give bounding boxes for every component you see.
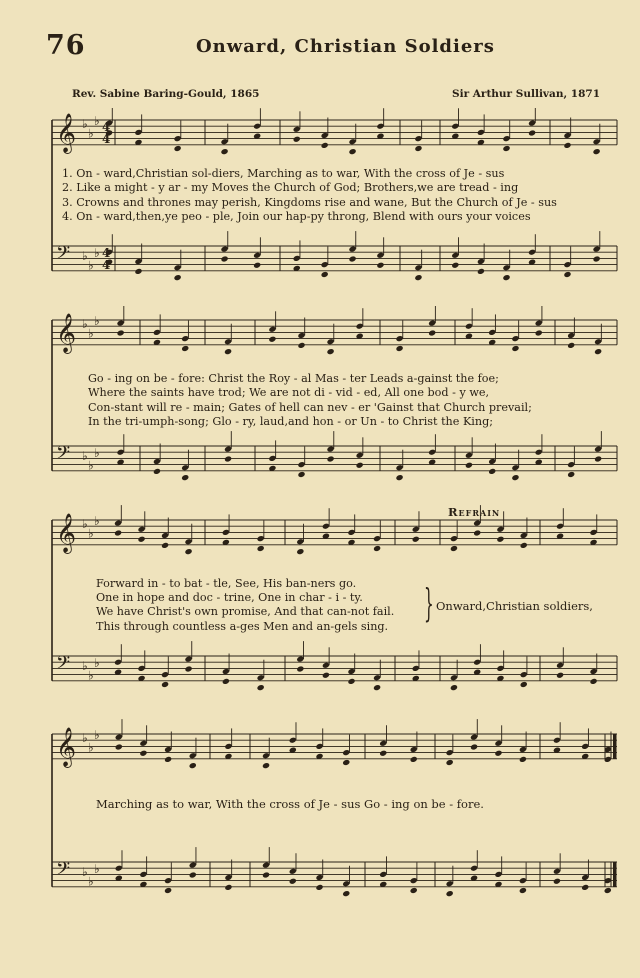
note-head bbox=[563, 142, 571, 149]
page-number: 76 bbox=[46, 30, 86, 61]
flat-icon: ♭ bbox=[94, 656, 100, 671]
note-head bbox=[520, 542, 528, 549]
note-head bbox=[262, 762, 270, 769]
flat-icon: ♭ bbox=[94, 246, 100, 261]
note-head bbox=[117, 330, 125, 337]
note-head bbox=[347, 678, 355, 685]
note-head bbox=[428, 330, 436, 337]
treble-clef-icon: 𝄞 bbox=[56, 727, 77, 767]
flat-icon: ♭ bbox=[94, 446, 100, 461]
note-head bbox=[412, 536, 420, 543]
note-head bbox=[349, 148, 357, 155]
note-head bbox=[511, 345, 519, 352]
bass-clef-icon: 𝄢 bbox=[56, 653, 71, 678]
treble-clef-icon: 𝄞 bbox=[56, 113, 77, 153]
note-head bbox=[189, 872, 197, 879]
note-head bbox=[396, 345, 404, 352]
refrain-text: Onward,Christian soldiers, bbox=[436, 599, 593, 613]
bass-staff bbox=[52, 231, 617, 281]
flat-icon: ♭ bbox=[82, 865, 88, 880]
note-head bbox=[553, 878, 561, 885]
note-head bbox=[181, 345, 189, 352]
refrain-label: Refrain bbox=[448, 505, 501, 519]
note-head bbox=[224, 456, 232, 463]
note-head bbox=[185, 548, 193, 555]
verse-4-line: In the tri-umph-song; Glo - ry, laud,and hon - or Un - to Christ the King; bbox=[88, 414, 494, 428]
treble-clef-icon: 𝄞 bbox=[56, 513, 77, 553]
note-head bbox=[414, 274, 422, 281]
system-3-lyrics bbox=[96, 577, 394, 634]
note-head bbox=[296, 666, 304, 673]
verse-2-line: One in hope and doc - trine, One in char - i - ty. bbox=[96, 591, 363, 605]
system-4-lyrics: Marching as to war, With the cross of Je - sus Go - ing on be - fore. bbox=[96, 797, 484, 811]
note-head bbox=[502, 274, 510, 281]
note-head bbox=[376, 262, 384, 269]
flat-icon: ♭ bbox=[88, 668, 94, 683]
note-head bbox=[410, 756, 418, 763]
note-head bbox=[164, 756, 172, 763]
note-head bbox=[289, 878, 297, 885]
note-head bbox=[414, 145, 422, 152]
bass-clef-icon: 𝄢 bbox=[56, 859, 71, 884]
note-head bbox=[373, 684, 381, 691]
note-head bbox=[253, 262, 261, 269]
note-head bbox=[268, 336, 276, 343]
time-signature: 4 bbox=[102, 132, 111, 146]
note-head bbox=[296, 548, 304, 555]
note-head bbox=[257, 545, 265, 552]
note-head bbox=[528, 130, 536, 137]
flat-icon: ♭ bbox=[94, 313, 100, 328]
note-head bbox=[257, 684, 265, 691]
verse-3-line: We have Christ's own promise, And that can-not fail. bbox=[96, 605, 395, 619]
note-head bbox=[174, 145, 182, 152]
bass-clef-icon: 𝄢 bbox=[56, 443, 71, 468]
note-head bbox=[396, 474, 404, 481]
note-head bbox=[511, 474, 519, 481]
note-head bbox=[594, 348, 602, 355]
note-head bbox=[450, 684, 458, 691]
note-head bbox=[321, 142, 329, 149]
verse-4-line: This through countless a-ges Men and an-gels sing. bbox=[96, 619, 389, 633]
hymn-title: Onward, Christian Soldiers bbox=[196, 36, 495, 57]
note-head bbox=[519, 756, 527, 763]
flat-icon: ♭ bbox=[94, 862, 100, 877]
note-head bbox=[502, 145, 510, 152]
note-head bbox=[322, 672, 330, 679]
bass-staff bbox=[52, 847, 617, 897]
note-head bbox=[321, 271, 329, 278]
note-head bbox=[222, 678, 230, 685]
note-head bbox=[181, 474, 189, 481]
flat-icon: ♭ bbox=[82, 249, 88, 264]
note-head bbox=[488, 468, 496, 475]
note-head bbox=[535, 330, 543, 337]
note-head bbox=[224, 348, 232, 355]
note-head bbox=[446, 890, 454, 897]
verse-brace: } bbox=[424, 581, 434, 625]
flat-icon: ♭ bbox=[88, 326, 94, 341]
treble-staff bbox=[52, 505, 617, 555]
note-head bbox=[114, 530, 122, 537]
note-head bbox=[221, 256, 229, 263]
note-head bbox=[115, 744, 123, 751]
note-head bbox=[327, 348, 335, 355]
author-credit: Rev. Sabine Baring-Gould, 1865 bbox=[72, 88, 260, 100]
treble-clef-icon: 𝄞 bbox=[56, 313, 77, 353]
time-signature: 4 bbox=[102, 120, 111, 134]
note-head bbox=[494, 750, 502, 757]
note-head bbox=[373, 545, 381, 552]
note-head bbox=[563, 271, 571, 278]
system-2-lyrics bbox=[88, 372, 638, 429]
flat-icon: ♭ bbox=[82, 517, 88, 531]
flat-icon: ♭ bbox=[88, 458, 94, 473]
flat-icon: ♭ bbox=[88, 526, 94, 541]
note-head bbox=[470, 744, 478, 751]
note-head bbox=[164, 887, 172, 894]
flat-icon: ♭ bbox=[82, 117, 88, 131]
note-head bbox=[342, 759, 350, 766]
note-head bbox=[520, 681, 528, 688]
system-1-lyrics bbox=[62, 167, 612, 224]
note-head bbox=[262, 872, 270, 879]
verse-4-line: 4. On - ward,then,ye peo - ple, Join our hap-py throng, Blend with ours your voices bbox=[62, 209, 531, 223]
note-head bbox=[153, 468, 161, 475]
flat-icon: ♭ bbox=[94, 513, 100, 528]
note-head bbox=[221, 148, 229, 155]
bass-staff bbox=[52, 641, 617, 691]
bass-clef-icon: 𝄢 bbox=[56, 243, 71, 268]
note-head bbox=[134, 268, 142, 275]
note-head bbox=[465, 462, 473, 469]
note-head bbox=[473, 530, 481, 537]
treble-staff bbox=[52, 108, 617, 155]
note-head bbox=[604, 887, 612, 894]
note-head bbox=[139, 750, 147, 757]
note-head bbox=[293, 136, 301, 143]
note-head bbox=[327, 456, 335, 463]
note-head bbox=[477, 268, 485, 275]
note-head bbox=[519, 887, 527, 894]
flat-icon: ♭ bbox=[82, 317, 88, 331]
note-head bbox=[138, 536, 146, 543]
flat-icon: ♭ bbox=[88, 126, 94, 141]
flat-icon: ♭ bbox=[82, 659, 88, 674]
composer-credit: Sir Arthur Sullivan, 1871 bbox=[452, 88, 600, 100]
note-head bbox=[496, 536, 504, 543]
flat-icon: ♭ bbox=[88, 258, 94, 273]
note-head bbox=[356, 462, 364, 469]
time-signature: 4 bbox=[102, 258, 111, 272]
note-head bbox=[379, 750, 387, 757]
verse-3-line: Con-stant will re - main; Gates of hell can nev - er 'Gainst that Church prevail; bbox=[88, 400, 532, 414]
note-head bbox=[581, 884, 589, 891]
note-head bbox=[590, 678, 598, 685]
note-head bbox=[315, 884, 323, 891]
note-head bbox=[593, 256, 601, 263]
verse-3-line: 3. Crowns and thrones may perish, Kingdoms rise and wane, But the Church of Je - sus bbox=[62, 195, 557, 209]
note-head bbox=[567, 342, 575, 349]
flat-icon: ♭ bbox=[88, 740, 94, 755]
note-head bbox=[349, 256, 357, 263]
note-head bbox=[567, 471, 575, 478]
verse-1-line: 1. On - ward,Christian sol-diers, Marching as to war, With the cross of Je - sus bbox=[62, 167, 505, 180]
note-head bbox=[342, 890, 350, 897]
note-head bbox=[593, 148, 601, 155]
note-head bbox=[174, 274, 182, 281]
note-head bbox=[451, 262, 459, 269]
note-head bbox=[185, 666, 193, 673]
note-head bbox=[297, 471, 305, 478]
flat-icon: ♭ bbox=[82, 449, 88, 464]
verse-2-line: 2. Like a might - y ar - my Moves the Church of God; Brothers,we are tread - ing bbox=[62, 181, 519, 195]
treble-staff bbox=[52, 306, 617, 355]
note-head bbox=[594, 456, 602, 463]
note-head bbox=[161, 542, 169, 549]
treble-staff bbox=[52, 719, 617, 769]
time-signature: 4 bbox=[102, 246, 111, 260]
flat-icon: ♭ bbox=[94, 727, 100, 742]
note-head bbox=[446, 759, 454, 766]
verse-2-line: Where the saints have trod; We are not di - vid - ed, All one bod - y we, bbox=[88, 386, 490, 400]
verse-1-line: Go - ing on be - fore: Christ the Roy - al Mas - ter Leads a-gainst the foe; bbox=[88, 372, 499, 385]
note-head bbox=[556, 672, 564, 679]
note-head bbox=[297, 342, 305, 349]
note-head bbox=[450, 545, 458, 552]
flat-icon: ♭ bbox=[88, 874, 94, 889]
note-head bbox=[189, 762, 197, 769]
flat-icon: ♭ bbox=[82, 731, 88, 745]
flat-icon: ♭ bbox=[94, 113, 100, 128]
note-head bbox=[410, 887, 418, 894]
verse-1-line: Forward in - to bat - tle, See, His ban-ners go. bbox=[96, 577, 357, 590]
note-head bbox=[161, 681, 169, 688]
bass-staff bbox=[52, 431, 617, 481]
note-head bbox=[224, 884, 232, 891]
